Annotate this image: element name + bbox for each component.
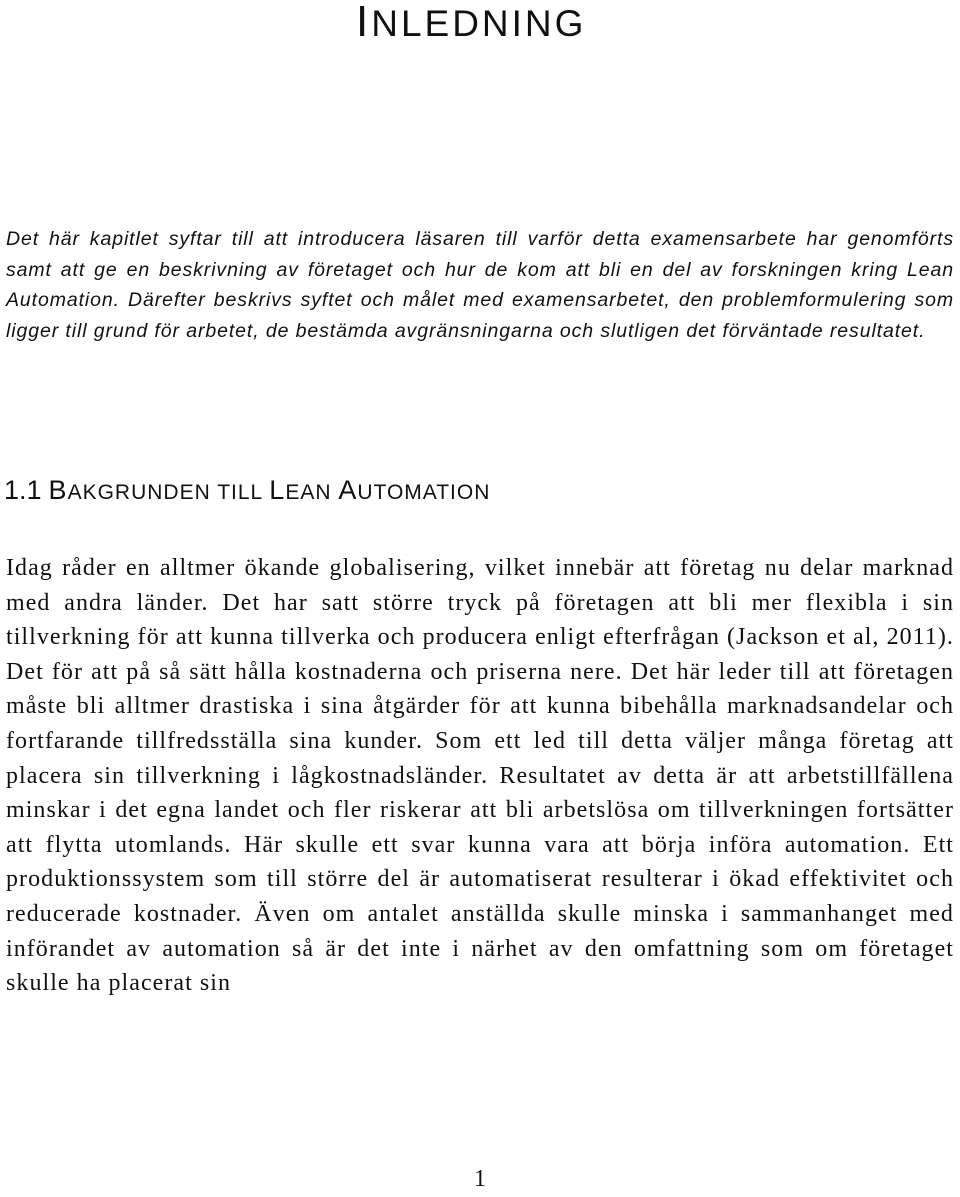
section-heading-initial-1: B xyxy=(48,475,68,505)
chapter-title xyxy=(356,0,586,46)
section-heading-part-2: EAN xyxy=(285,481,339,504)
body-paragraph: Idag råder en alltmer ökande globalisering, vilket innebär att företag nu delar marknad med andra länder. Det har satt större tryck på företagen att bli mer flexibla i sin tillverkning för att kunna tillverka och producera enligt efterfrågan (Jackson et al, 2011). Det för att på så sätt hålla kostnaderna och priserna nere. Det här leder till att företagen måste bli alltmer drastiska i sina åtgärder för att kunna bibehålla marknadsandelar och fortfarande tillfredsställa sina kunder. Som ett led till detta väljer många företag att placera sin tillverkning i lågkostnadsländer. Resultatet av detta är att arbetstillfällena minskar i det egna landet och fler riskerar att bli arbetslösa om tillverkningen fortsätter att flytta utomlands. Här skulle ett svar kunna vara att börja införa automation. Ett produktionssystem som till större del är automatiserat resulterar i ökad effektivitet och reducerade kostnader. Även om antalet anställda skulle minska i sammanhanget med införandet av automation så är det inte i närhet av den omfattning som om företaget skulle ha placerat sin xyxy=(6,555,954,997)
section-heading xyxy=(4,470,490,513)
section-heading-part-3: UTOMATION xyxy=(357,481,491,504)
page-number: 1 xyxy=(474,1166,486,1192)
section-heading-initial-3: A xyxy=(338,475,358,505)
chapter-intro: Det här kapitlet syftar till att introducera läsaren till varför detta examensarbete har genomförts samt att ge en beskrivning av företaget och hur de kom att bli en del av forskningen kring Lean Automation. Därefter beskrivs syftet och målet med examensarbetet, den problemformulering som ligger till grund för arbetet, de bestämda avgränsningarna och slutligen det förväntade resultatet. xyxy=(6,228,954,342)
chapter-title-rest: NLEDNING xyxy=(371,3,587,44)
section-number: 1.1 xyxy=(4,475,42,505)
chapter-title-initial: I xyxy=(356,0,372,46)
section-heading-initial-2: L xyxy=(269,475,286,505)
section-heading-part-1: AKGRUNDEN TILL xyxy=(67,481,270,504)
